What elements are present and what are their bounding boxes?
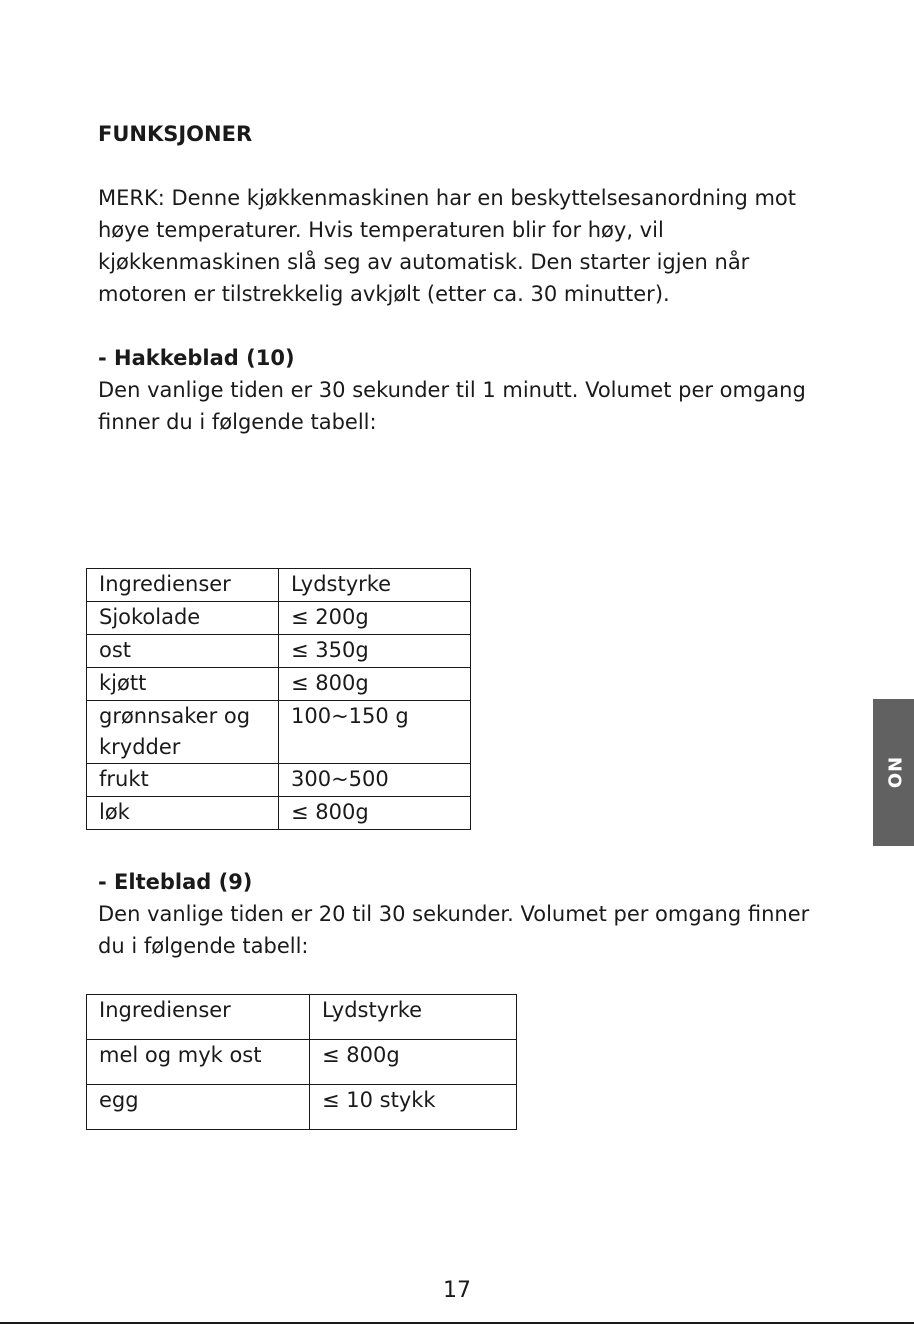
table-row bbox=[87, 797, 471, 830]
table-cell: 100~150 g bbox=[279, 701, 471, 764]
section1-line: finner du i følgende tabell: bbox=[98, 410, 377, 434]
table-cell: mel og myk ost bbox=[87, 1040, 310, 1085]
section2-paragraph bbox=[98, 866, 858, 962]
table-row bbox=[87, 602, 471, 635]
note-line: motoren er tilstrekkelig avkjølt (etter ca. 30 minutter). bbox=[98, 282, 670, 306]
table-header-cell: Ingredienser bbox=[87, 995, 310, 1040]
elteblad-table bbox=[86, 994, 517, 1130]
table-row bbox=[87, 668, 471, 701]
hakkeblad-table bbox=[86, 568, 471, 830]
section2-line: du i følgende tabell: bbox=[98, 934, 309, 958]
table-header-cell: Lydstyrke bbox=[310, 995, 517, 1040]
table-row bbox=[87, 764, 471, 797]
table-header-cell: Lydstyrke bbox=[279, 569, 471, 602]
section1-paragraph bbox=[98, 342, 858, 438]
section2-line: Den vanlige tiden er 20 til 30 sekunder. Volumet per omgang finner bbox=[98, 902, 810, 926]
note-paragraph bbox=[98, 182, 858, 310]
section2-title-prefix: - bbox=[98, 870, 115, 894]
table-cell: ≤ 800g bbox=[310, 1040, 517, 1085]
page-number: 17 bbox=[443, 1278, 471, 1303]
table-cell: kjøtt bbox=[87, 668, 279, 701]
table-cell: ≤ 800g bbox=[279, 797, 471, 830]
table-row bbox=[87, 1085, 517, 1130]
table-row bbox=[87, 701, 471, 764]
section1-line: Den vanlige tiden er 30 sekunder til 1 minutt. Volumet per omgang bbox=[98, 378, 806, 402]
table-cell: løk bbox=[87, 797, 279, 830]
table-row bbox=[87, 635, 471, 668]
table-cell: ≤ 10 stykk bbox=[310, 1085, 517, 1130]
table-header-row bbox=[87, 995, 517, 1040]
table-cell: 300~500 bbox=[279, 764, 471, 797]
table-header-cell: Ingredienser bbox=[87, 569, 279, 602]
note-line: kjøkkenmaskinen slå seg av automatisk. Den starter igjen når bbox=[98, 250, 750, 274]
section1-title-prefix: - bbox=[98, 346, 115, 370]
table-cell: ost bbox=[87, 635, 279, 668]
note-line: MERK: Denne kjøkkenmaskinen har en beskyttelsesanordning mot bbox=[98, 186, 796, 210]
table-cell: ≤ 200g bbox=[279, 602, 471, 635]
section2-title: Elteblad (9) bbox=[114, 870, 253, 894]
section1-title: Hakkeblad (10) bbox=[114, 346, 295, 370]
language-side-tab-label: NO bbox=[883, 756, 904, 789]
table-header-row bbox=[87, 569, 471, 602]
language-side-tab bbox=[873, 699, 914, 846]
table-row bbox=[87, 1040, 517, 1085]
table-cell: frukt bbox=[87, 764, 279, 797]
table-cell: egg bbox=[87, 1085, 310, 1130]
table-cell: ≤ 800g bbox=[279, 668, 471, 701]
table-cell: ≤ 350g bbox=[279, 635, 471, 668]
page-heading: FUNKSJONER bbox=[98, 122, 253, 146]
table-cell: Sjokolade bbox=[87, 602, 279, 635]
table-cell: grønnsaker og krydder bbox=[87, 701, 279, 764]
note-line: høye temperaturer. Hvis temperaturen blir for høy, vil bbox=[98, 218, 664, 242]
